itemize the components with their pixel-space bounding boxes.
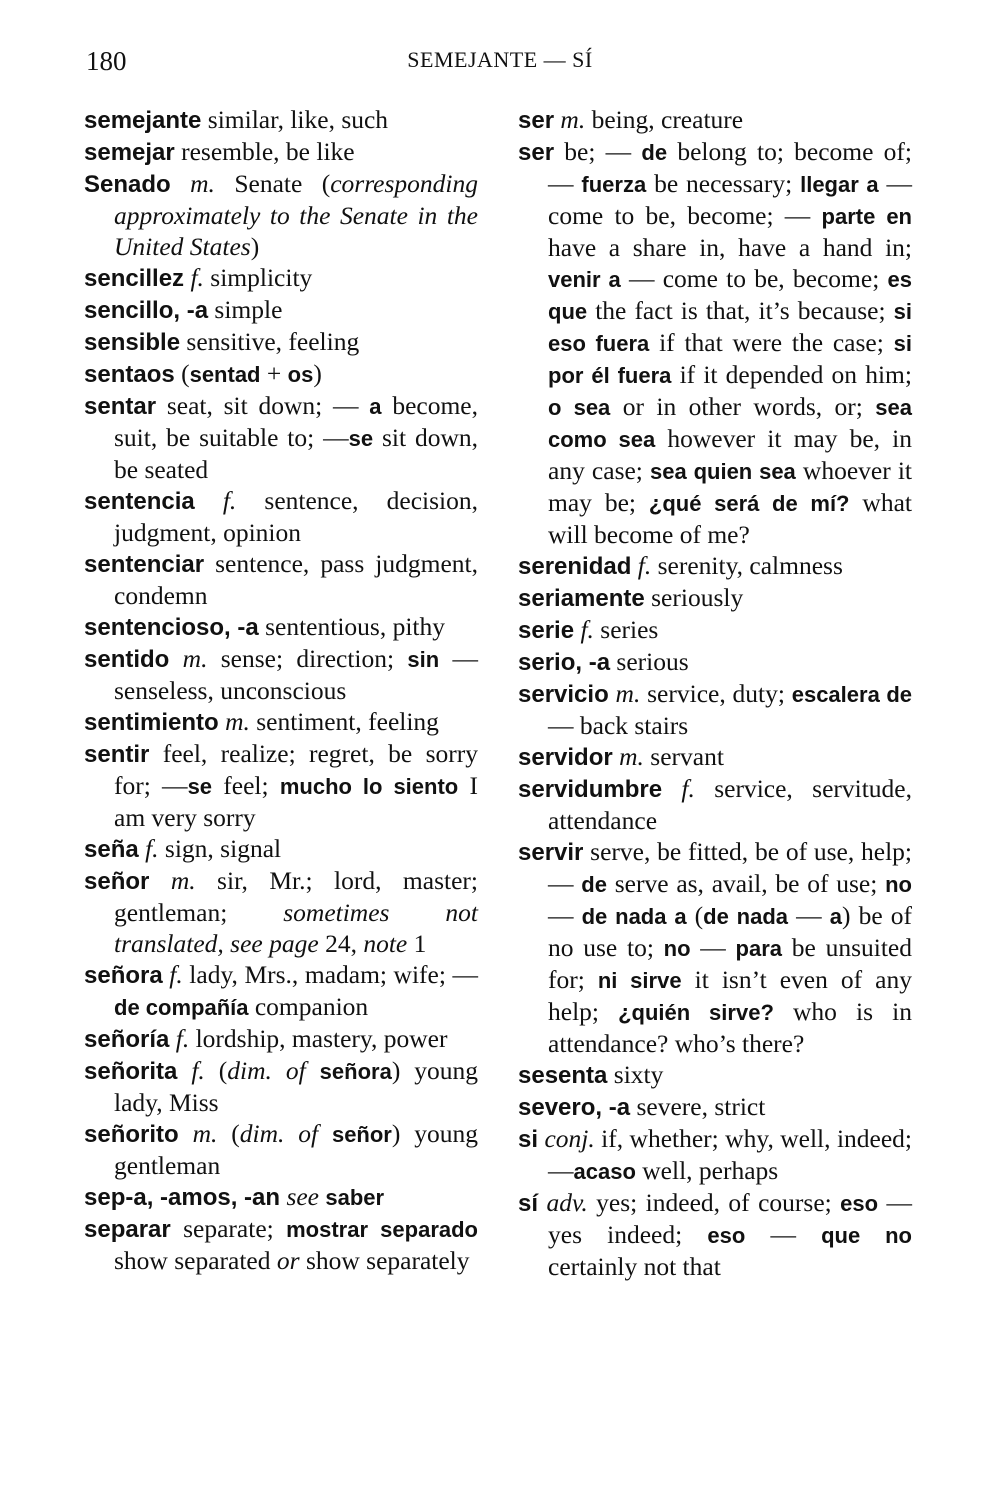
headword: sesenta	[518, 1062, 608, 1089]
definition-text: sign, signal	[158, 834, 282, 863]
definition-text: 24,	[318, 929, 364, 958]
dictionary-entry	[518, 741, 912, 773]
dictionary-entry	[84, 326, 478, 358]
definition-text: be; —	[554, 137, 642, 166]
definition-text: feel, realize; regret, be sorry for; —	[114, 739, 478, 800]
grammar-note: note	[363, 929, 408, 958]
headword: sep-a, -amos, -an	[84, 1184, 281, 1211]
definition-text: well, perhaps	[635, 1156, 779, 1185]
grammar-note: sometimes not translated, see page	[114, 898, 478, 958]
headword: sentencioso, -a	[84, 614, 259, 641]
definition-text: if it depended on him;	[671, 360, 912, 389]
definition-text: being, creature	[585, 105, 744, 134]
definition-text: seat, sit down; —	[156, 391, 370, 420]
definition-text: — come to be, become; —	[548, 169, 913, 230]
definition-text: — yes indeed;	[548, 1188, 912, 1249]
headword: servir	[518, 839, 584, 866]
headword: sentar	[84, 393, 157, 420]
dictionary-entry	[518, 836, 912, 1059]
dictionary-entry	[84, 865, 478, 959]
definition-text: severe, strict	[630, 1092, 766, 1121]
headword: severo, -a	[518, 1094, 631, 1121]
headword: señorito	[84, 1121, 179, 1148]
dictionary-entry	[518, 1123, 912, 1187]
dictionary-entry	[84, 738, 478, 833]
definition-text: series	[593, 615, 659, 644]
spanish-phrase: escalera de	[791, 682, 913, 707]
definition-text: )	[250, 232, 260, 261]
right-column	[518, 104, 912, 1282]
dictionary-entry	[84, 294, 478, 326]
spanish-phrase: fuerza	[581, 172, 647, 197]
spanish-phrase: que no	[821, 1223, 912, 1248]
headword: sensible	[84, 329, 181, 356]
dictionary-entry	[84, 959, 478, 1023]
dictionary-entry	[518, 1187, 912, 1282]
dictionary-entry	[84, 1023, 478, 1055]
grammar-note: f.	[169, 960, 183, 989]
definition-text	[609, 679, 616, 708]
headword: sentaos	[84, 361, 175, 388]
definition-text: — come to be, become;	[620, 264, 888, 293]
definition-text: service, servitude, attendance	[548, 774, 912, 835]
definition-text: belong to; become of; —	[548, 137, 912, 198]
spanish-phrase: eso	[840, 1191, 879, 1216]
headword: seriamente	[518, 585, 645, 612]
spanish-phrase: de	[641, 140, 668, 165]
headword: serio, -a	[518, 649, 611, 676]
dictionary-entry	[518, 1091, 912, 1123]
headword: serenidad	[518, 553, 632, 580]
definition-text: )	[313, 359, 322, 388]
spanish-phrase: o sea	[548, 395, 611, 420]
definition-text: seriously	[644, 583, 744, 612]
definition-text: —	[690, 933, 736, 962]
spanish-phrase: sin	[407, 647, 440, 672]
dictionary-entry	[518, 136, 912, 550]
spanish-phrase: mucho lo siento	[279, 774, 459, 799]
dictionary-entry	[84, 168, 478, 262]
grammar-note: dim. of	[227, 1056, 306, 1085]
definition-text: if that were the case;	[649, 328, 894, 357]
headword: serie	[518, 617, 575, 644]
grammar-note: dim. of	[239, 1119, 319, 1148]
spanish-phrase: de nada a	[581, 904, 687, 929]
definition-text: simple	[208, 295, 283, 324]
definition-text: —	[745, 1220, 822, 1249]
spanish-phrase: si eso fuera	[548, 299, 912, 356]
grammar-note: see	[286, 1182, 319, 1211]
spanish-phrase: a	[369, 394, 382, 419]
spanish-phrase: eso	[707, 1223, 746, 1248]
grammar-note: m.	[225, 707, 250, 736]
definition-text: sentiment, feeling	[249, 707, 439, 736]
spanish-phrase: ni sirve	[597, 968, 682, 993]
dictionary-entry	[518, 1059, 912, 1091]
dictionary-entry	[84, 643, 478, 706]
definition-text: be necessary;	[646, 169, 801, 198]
dictionary-entry	[84, 1118, 478, 1181]
dictionary-entry	[518, 550, 912, 582]
definition-text: sentence, pass judgment, condemn	[114, 549, 478, 610]
definition-text: whoever it may be;	[548, 456, 912, 517]
definition-text: lordship, mastery, power	[189, 1024, 448, 1053]
dictionary-entry	[84, 262, 478, 294]
running-head: SEMEJANTE — SÍ	[407, 47, 593, 72]
definition-text	[195, 486, 223, 515]
definition-text: serve as, avail, be of use;	[606, 869, 886, 898]
definition-text: it isn’t even of any help;	[548, 965, 912, 1026]
definition-text: sixty	[607, 1060, 664, 1089]
headword: servicio	[518, 681, 609, 708]
spanish-phrase: mostrar separado	[286, 1217, 478, 1242]
spanish-phrase: para	[735, 936, 783, 961]
definition-text: have a share in, have a hand in;	[548, 233, 912, 262]
headword: sentencia	[84, 488, 195, 515]
headword: ser	[518, 139, 555, 166]
definition-text: yes; indeed, of course;	[587, 1188, 841, 1217]
grammar-note: f.	[222, 486, 237, 515]
definition-text: — senseless, unconscious	[114, 644, 479, 705]
headword: sí	[518, 1190, 539, 1217]
grammar-note: f.	[175, 1024, 190, 1053]
headword: servidor	[518, 744, 613, 771]
definition-text: or in other words, or;	[610, 392, 876, 421]
definition-text: certainly not that	[548, 1252, 721, 1281]
headword: servidumbre	[518, 776, 663, 803]
spanish-phrase: ¿quién sirve?	[618, 1000, 774, 1025]
definition-text: feel;	[212, 771, 280, 800]
definition-text: (	[686, 901, 704, 930]
dictionary-entry	[84, 1213, 478, 1276]
headword: sentido	[84, 646, 170, 673]
grammar-note: f.	[190, 263, 204, 292]
grammar-note: or	[276, 1246, 300, 1275]
definition-text: if, whether; why, well, indeed; —	[548, 1124, 913, 1185]
definition-text: what will become of me?	[548, 488, 912, 549]
headword: si	[518, 1126, 539, 1153]
page-number: 180	[86, 46, 127, 76]
definition-text: ) young gentleman	[114, 1119, 478, 1180]
definition-text: sentence, decision, judgment, opinion	[114, 486, 479, 547]
spanish-phrase: saber	[325, 1185, 385, 1210]
dictionary-entry	[84, 104, 478, 136]
definition-text	[149, 866, 170, 895]
definition-text: servant	[643, 742, 724, 771]
definition-text: sit down, be seated	[114, 423, 478, 484]
spanish-phrase: parte en	[821, 204, 912, 229]
spanish-phrase: no	[663, 936, 691, 961]
definition-text: (	[174, 359, 190, 388]
definition-text: separate;	[170, 1214, 287, 1243]
spanish-phrase: sentad	[189, 362, 261, 387]
definition-text: the fact is that, it’s because;	[587, 296, 894, 325]
dictionary-entry	[84, 833, 478, 865]
definition-text	[662, 774, 681, 803]
definition-text: serenity, calmness	[651, 551, 843, 580]
spanish-phrase: os	[287, 362, 314, 387]
dictionary-entry	[84, 485, 478, 548]
dictionary-entry	[84, 706, 478, 738]
dictionary-entry	[84, 1055, 478, 1118]
spanish-phrase: si por él fuera	[548, 331, 912, 388]
definition-text: show separately	[299, 1246, 470, 1275]
left-column	[84, 104, 478, 1276]
dictionary-entry	[518, 614, 912, 646]
dictionary-entry	[84, 358, 478, 390]
spanish-phrase: a	[829, 904, 843, 929]
grammar-note: f.	[637, 551, 652, 580]
definition-text: service, duty;	[640, 679, 792, 708]
headword: señor	[84, 868, 150, 895]
dictionary-entry	[84, 390, 478, 485]
headword: sencillez	[84, 265, 185, 292]
spanish-phrase: de	[581, 872, 607, 897]
spanish-phrase: señora	[319, 1059, 392, 1084]
spanish-phrase: se	[348, 426, 374, 451]
definition-text: serve, be fitted, be of use, help; —	[548, 837, 912, 898]
spanish-phrase: de compañía	[114, 995, 249, 1020]
definition-text: serious	[610, 647, 689, 676]
definition-text: who is in attendance? who’s there?	[548, 997, 912, 1058]
grammar-note: conj.	[544, 1124, 595, 1153]
definition-text: 1	[407, 929, 427, 958]
definition-text: Senate (	[214, 169, 331, 198]
grammar-note: m.	[615, 679, 641, 708]
definition-text: show separated	[114, 1246, 277, 1275]
dictionary-entry	[84, 1181, 478, 1213]
headword: señoría	[84, 1026, 170, 1053]
definition-text: ) young lady, Miss	[114, 1056, 479, 1117]
headword: semejante	[84, 107, 202, 134]
spanish-phrase: se	[187, 774, 213, 799]
grammar-note: adv.	[546, 1188, 588, 1217]
definition-text	[306, 1056, 320, 1085]
grammar-note: m.	[170, 866, 196, 895]
definition-text	[171, 169, 190, 198]
spanish-phrase: sea como sea	[548, 395, 912, 452]
definition-text: lady, Mrs., madam; wife; —	[182, 960, 479, 989]
definition-text	[318, 1119, 332, 1148]
definition-text: —	[788, 901, 830, 930]
grammar-note: m.	[619, 742, 644, 771]
headword: Senado	[84, 171, 171, 198]
definition-text: become, suit, be suitable to; —	[114, 391, 478, 452]
definition-text	[169, 644, 182, 673]
headword: sencillo, -a	[84, 297, 209, 324]
spanish-phrase: de nada	[703, 904, 789, 929]
definition-text: (	[217, 1119, 240, 1148]
dictionary-entry	[518, 582, 912, 614]
definition-text	[177, 1056, 191, 1085]
grammar-note: f.	[580, 615, 594, 644]
headword: semejar	[84, 139, 175, 166]
dictionary-entry	[518, 678, 912, 741]
grammar-note: f.	[681, 774, 695, 803]
headword: sentenciar	[84, 551, 205, 578]
definition-text: ) be of no use to;	[548, 901, 913, 962]
dictionary-entry	[84, 136, 478, 168]
dictionary-entry	[518, 104, 912, 136]
spanish-phrase: llegar a	[800, 172, 879, 197]
dictionary-entry	[518, 773, 912, 836]
definition-text: +	[260, 359, 288, 388]
dictionary-entry	[84, 548, 478, 611]
definition-text: (	[204, 1056, 228, 1085]
dictionary-entry	[518, 646, 912, 678]
definition-text: sensitive, feeling	[180, 327, 360, 356]
definition-text: sententious, pithy	[258, 612, 446, 641]
dictionary-entry	[84, 611, 478, 643]
headword: señorita	[84, 1058, 178, 1085]
definition-text: sense; direction;	[207, 644, 408, 673]
definition-text: simplicity	[203, 263, 313, 292]
spanish-phrase: ¿qué será de mí?	[648, 491, 850, 516]
grammar-note: corresponding approximately to the Senate in the United States	[114, 169, 478, 261]
definition-text: resemble, be like	[174, 137, 355, 166]
grammar-note: m.	[192, 1119, 218, 1148]
spanish-phrase: señor	[331, 1122, 392, 1147]
grammar-note: f.	[145, 834, 159, 863]
definition-text: —	[548, 901, 582, 930]
spanish-phrase: no	[885, 872, 912, 897]
headword: seña	[84, 836, 139, 863]
definition-text: however it may be, in any case;	[548, 424, 912, 485]
definition-text: be unsuited for;	[548, 933, 913, 994]
headword: sentimiento	[84, 709, 219, 736]
definition-text	[179, 1119, 193, 1148]
spanish-phrase: es que	[548, 267, 912, 324]
spanish-phrase: acaso	[573, 1159, 636, 1184]
definition-text: sir, Mr.; lord, master; gentleman;	[114, 866, 478, 927]
definition-text: companion	[248, 992, 369, 1021]
headword: sentir	[84, 741, 150, 768]
grammar-note: m.	[190, 169, 215, 198]
definition-text: similar, like, such	[201, 105, 389, 134]
headword: separar	[84, 1216, 171, 1243]
definition-text: I am very sorry	[114, 771, 478, 832]
grammar-note: f.	[191, 1056, 205, 1085]
grammar-note: m.	[182, 644, 208, 673]
spanish-phrase: venir a	[548, 267, 621, 292]
grammar-note: m.	[560, 105, 586, 134]
definition-text: — back stairs	[548, 711, 689, 740]
headword: ser	[518, 107, 555, 134]
spanish-phrase: sea quien sea	[650, 459, 796, 484]
headword: señora	[84, 962, 163, 989]
